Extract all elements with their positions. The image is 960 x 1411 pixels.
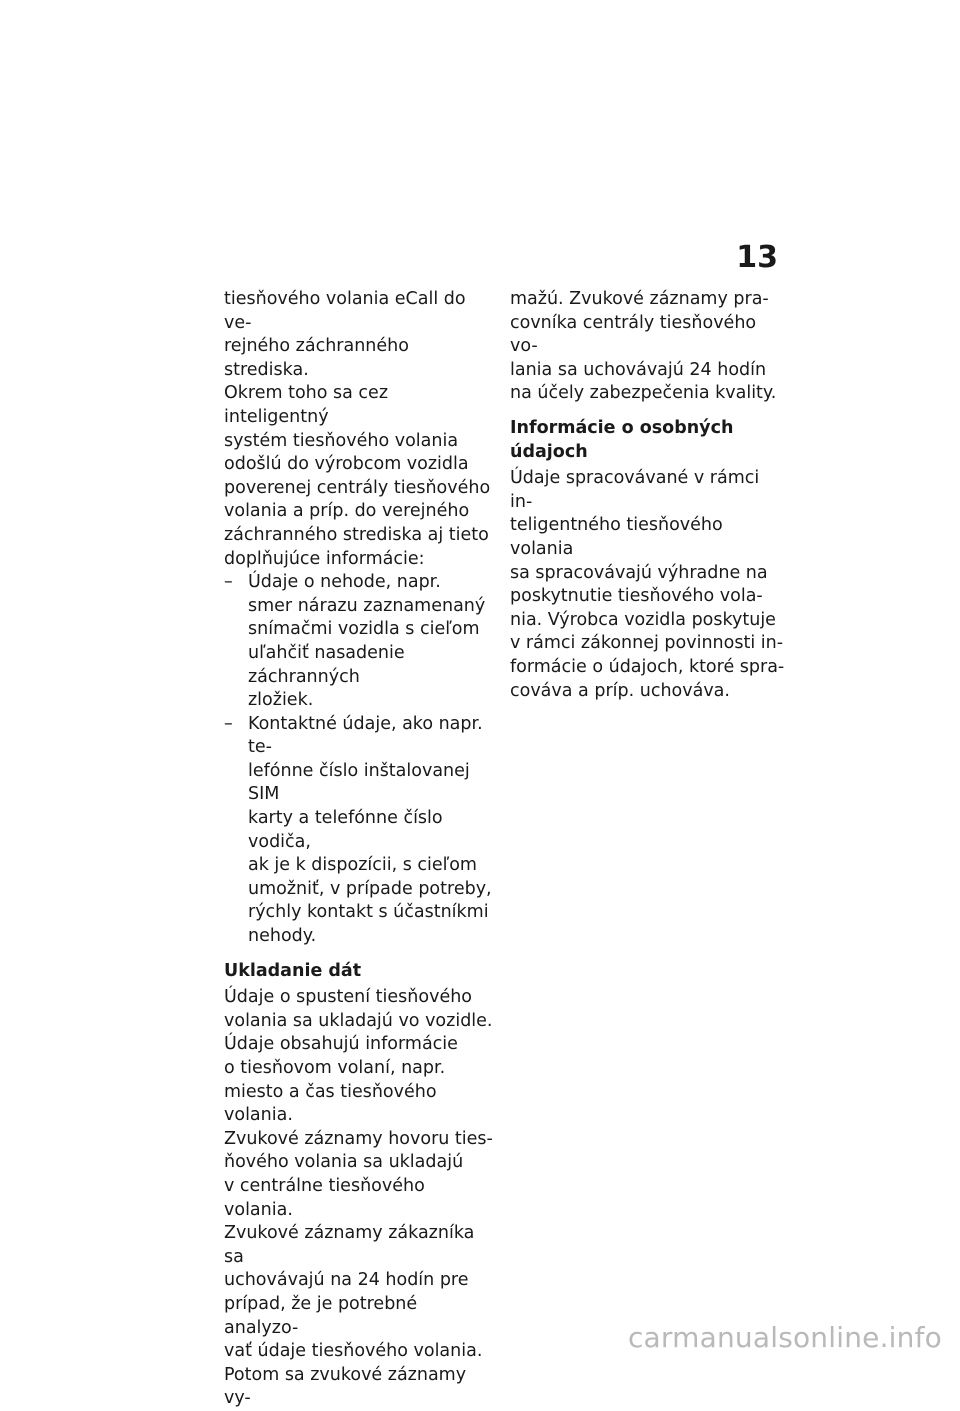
text-line: volania. xyxy=(224,1105,293,1126)
watermark: carmanualsonline.info xyxy=(627,1321,942,1354)
page-number: 13 xyxy=(736,240,778,275)
personal-data-heading xyxy=(510,417,785,464)
text-line: Kontaktné údaje, ako napr. te- xyxy=(248,713,483,758)
text-line: sa spracovávajú výhradne na xyxy=(510,562,768,583)
text-line: Údaje obsahujú informácie xyxy=(224,1034,458,1055)
info-bullet-list xyxy=(224,571,496,949)
personal-data-paragraph xyxy=(510,467,785,703)
dash-icon: – xyxy=(224,572,233,593)
text-line: tiesňového volania eCall do ve- xyxy=(224,289,466,333)
right-column xyxy=(510,288,785,703)
intro-paragraph xyxy=(224,288,496,571)
text-line: na účely zabezpečenia kvality. xyxy=(510,383,777,404)
storage-heading: Ukladanie dát xyxy=(224,960,362,981)
text-line: lania sa uchovávajú 24 hodín xyxy=(510,359,767,380)
text-line: vať údaje tiesňového volania. xyxy=(224,1341,483,1362)
continuation-paragraph xyxy=(510,288,785,406)
text-line: v rámci zákonnej povinnosti in- xyxy=(510,633,784,654)
text-line: cováva a príp. uchováva. xyxy=(510,680,730,701)
text-line: snímačmi vozidla s cieľom xyxy=(248,619,480,640)
bullet-contact-data xyxy=(224,713,496,949)
text-line: poskytnutie tiesňového vola- xyxy=(510,586,763,607)
text-line: lefónne číslo inštalovanej SIM xyxy=(248,760,470,805)
text-line: Potom sa zvukové záznamy vy- xyxy=(224,1364,467,1409)
left-column xyxy=(224,288,496,1411)
text-line: doplňujúce informácie: xyxy=(224,548,425,569)
text-line: uľahčiť nasadenie záchranných xyxy=(248,642,405,687)
text-line: Údaje o nehode, napr. xyxy=(248,572,441,593)
text-line: Údaje o spustení tiesňového xyxy=(224,987,473,1008)
text-line: prípad, že je potrebné analyzo- xyxy=(224,1293,418,1338)
text-line: uchovávajú na 24 hodín pre xyxy=(224,1270,469,1291)
text-line: ak je k dispozícii, s cieľom xyxy=(248,855,477,876)
bullet-accident-data xyxy=(224,571,496,713)
text-line: mažú. Zvukové záznamy pra- xyxy=(510,289,769,309)
heading-line: Informácie o osobných xyxy=(510,417,734,438)
text-line: covníka centrály tiesňového vo- xyxy=(510,312,757,357)
text-line: o tiesňovom volaní, napr. xyxy=(224,1058,446,1078)
text-line: Okrem toho sa cez inteligentný xyxy=(224,383,389,427)
text-line: formácie o údajoch, ktoré spra- xyxy=(510,656,785,677)
text-line: systém tiesňového volania xyxy=(224,430,459,451)
text-line: záchranného strediska aj tieto xyxy=(224,524,489,545)
heading-line: údajoch xyxy=(510,441,588,462)
text-line: Zvukové záznamy hovoru ties- xyxy=(224,1128,493,1149)
text-line: Zvukové záznamy zákazníka sa xyxy=(224,1223,475,1267)
dash-icon: – xyxy=(224,713,233,734)
text-line: ňového volania sa ukladajú xyxy=(224,1152,464,1173)
text-line: karty a telefónne číslo vodiča, xyxy=(248,808,443,852)
text-line: volania sa ukladajú vo vozidle. xyxy=(224,1010,493,1031)
storage-paragraph xyxy=(224,986,496,1411)
text-line: v centrálne tiesňového volania. xyxy=(224,1175,425,1220)
text-line: teligentného tiesňového volania xyxy=(510,515,723,559)
text-line: umožniť, v prípade potreby, xyxy=(248,878,492,899)
text-line: nehody. xyxy=(248,926,317,947)
text-line: poverenej centrály tiesňového xyxy=(224,477,491,498)
text-line: smer nárazu zaznamenaný xyxy=(248,595,486,616)
text-line: volania a príp. do verejného xyxy=(224,501,470,522)
text-line: miesto a čas tiesňového xyxy=(224,1081,437,1102)
text-line: nia. Výrobca vozidla poskytuje xyxy=(510,609,776,630)
text-line: odošlú do výrobcom vozidla xyxy=(224,454,469,475)
text-line: rýchly kontakt s účastníkmi xyxy=(248,902,489,923)
text-line: zložiek. xyxy=(248,690,314,711)
text-line: rejného záchranného strediska. xyxy=(224,336,409,380)
text-line: Údaje spracovávané v rámci in- xyxy=(510,468,760,512)
